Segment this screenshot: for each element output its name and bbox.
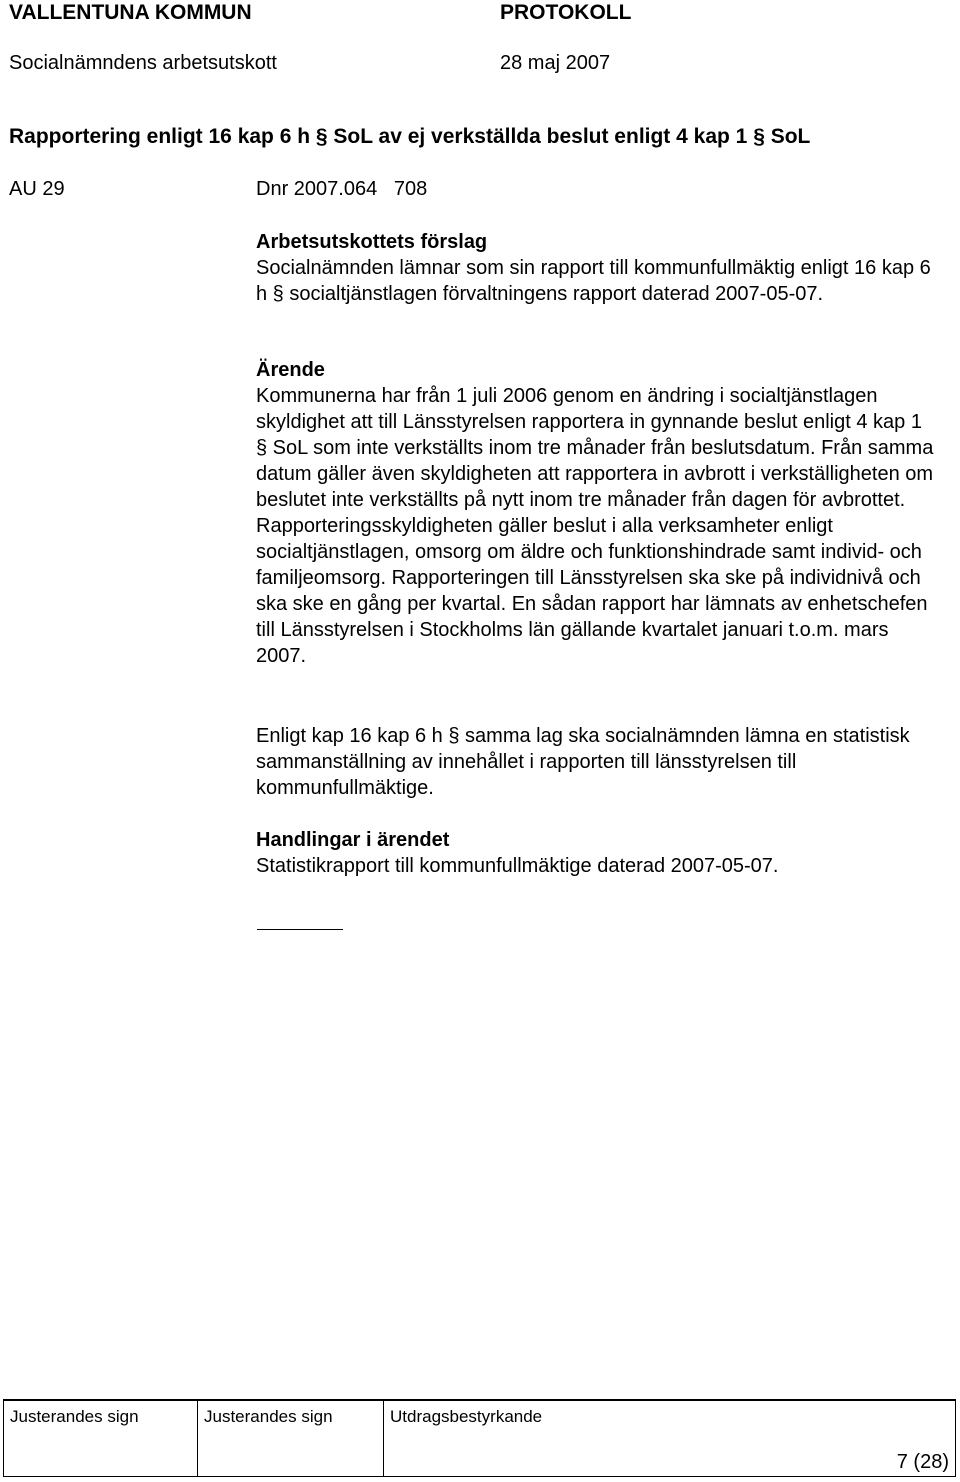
documents-section	[256, 827, 936, 879]
matter-text: Kommunerna har från 1 juli 2006 genom en ändring i socialtjänstlagen skyldighet att till Länsstyrelsen rapportera in gynnande beslut enligt 4 kap 1 § SoL som inte verkställts inom tre månader från beslutsdatum. Från samma datum gäller även skyldigheten att rapportera in avbrott i verkställigheten om beslutet inte verkställts på nytt inom tre månader från dagen för avbrottet. Rapporteringsskyldigheten gäller beslut i alla verksamheter enligt socialtjänstlagen, omsorg om äldre och funktionshindrade samt individ- och familjeomsorg. Rapporteringen till Länsstyrelsen ska ske på individnivå och ska ske en gång per kvartal. En sådan rapport har lämnats av enhetschefen till Länsstyrelsen i Stockholms län gällande kvartalet januari t.o.m. mars 2007.	[256, 385, 934, 667]
matter-paragraph-2: Enligt kap 16 kap 6 h § samma lag ska socialnämnden lämna en statistisk sammanställning av innehållet i rapporten till länsstyrelsen till kommunfullmäktige.	[256, 725, 910, 799]
footer-cell-certified	[383, 1401, 955, 1476]
documents-heading: Handlingar i ärendet	[256, 829, 450, 851]
footer-certified: Utdragsbestyrkande	[390, 1407, 543, 1426]
meeting-date: 28 maj 2007	[500, 52, 611, 74]
signature-footer	[3, 1399, 956, 1477]
proposal-section	[256, 229, 936, 307]
matter-section	[256, 357, 936, 669]
proposal-text: Socialnämnden lämnar som sin rapport till kommunfullmäktig enligt 16 kap 6 h § socialtjänstlagen förvaltningens rapport daterad 2007-05-07.	[256, 257, 931, 305]
organization-name: VALLENTUNA KOMMUN	[9, 1, 252, 24]
item-number: AU 29	[9, 178, 65, 200]
footer-sign1: Justerandes sign	[10, 1407, 139, 1426]
footer-sign2: Justerandes sign	[204, 1407, 333, 1426]
proposal-heading: Arbetsutskottets förslag	[256, 231, 488, 253]
documents-text: Statistikrapport till kommunfullmäktige daterad 2007-05-07.	[256, 855, 779, 877]
committee-name: Socialnämndens arbetsutskott	[9, 52, 277, 74]
registry-number: Dnr 2007.064 708	[256, 178, 428, 200]
matter-heading: Ärende	[256, 359, 325, 381]
page-number: 7 (28)	[896, 1451, 949, 1473]
footer-cell-sign2	[197, 1401, 383, 1476]
item-title: Rapportering enligt 16 kap 6 h § SoL av ej verkställda beslut enligt 4 kap 1 § SoL	[9, 125, 811, 148]
section-divider	[257, 929, 343, 930]
footer-cell-sign1	[4, 1401, 197, 1476]
document-type: PROTOKOLL	[500, 1, 632, 24]
